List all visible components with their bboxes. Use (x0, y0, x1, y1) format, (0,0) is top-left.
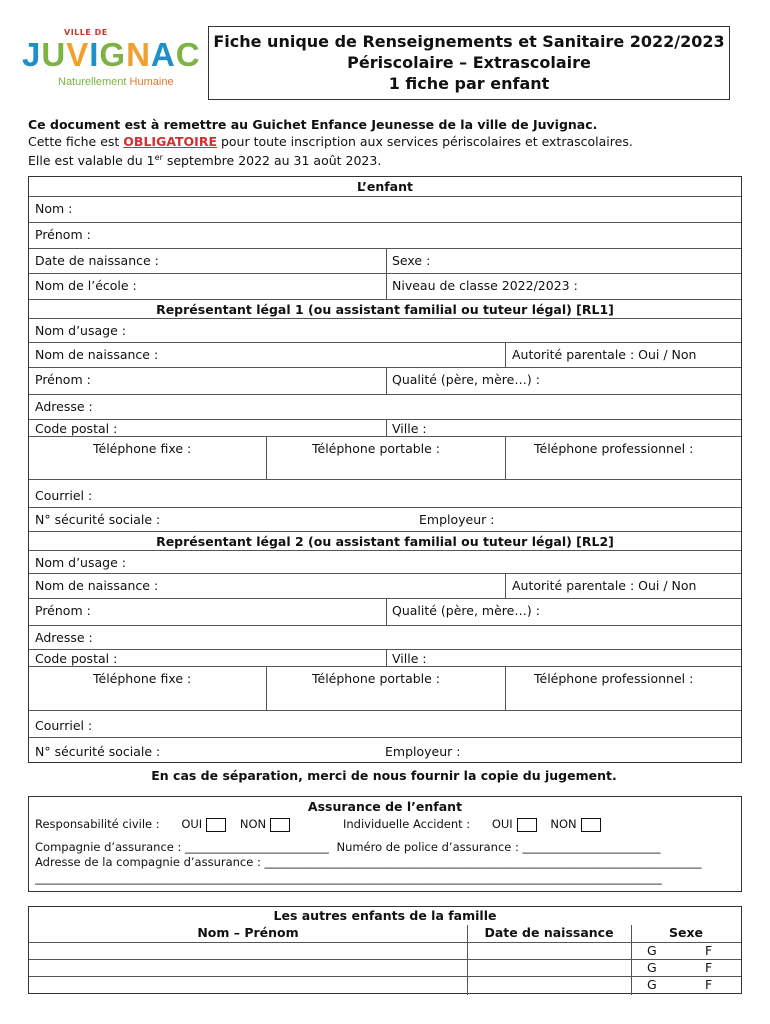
rl2-courriel-label: Courriel : (35, 718, 93, 733)
rl1-nom-naissance-label: Nom de naissance : (35, 347, 159, 362)
rl1-qualite-label: Qualité (père, mère…) : (392, 372, 540, 387)
sexe-f-option[interactable]: F (705, 977, 713, 992)
sexe-g-option[interactable]: G (647, 943, 657, 958)
compagnie-label: Compagnie d’assurance : _________________________ (35, 840, 329, 854)
intro-line-3-b: septembre 2022 au 31 août 2023. (162, 153, 382, 169)
enfant-prenom-label: Prénom : (35, 227, 91, 242)
logo-tagline-1: Naturellement (58, 76, 127, 88)
resp-oui-checkbox[interactable] (206, 818, 226, 832)
rl2-header-label: Représentant légal 2 (ou assistant familial ou tuteur légal) [RL2] (156, 534, 614, 549)
rl1-header (29, 299, 741, 319)
intro-line-3 (28, 150, 748, 170)
table-row[interactable] (29, 942, 741, 960)
enfant-nom-field[interactable] (29, 196, 741, 223)
assurance-box (28, 796, 742, 892)
title-line-2: Périscolaire – Extrascolaire (347, 53, 591, 72)
sexe-f-option[interactable]: F (705, 960, 713, 975)
rl1-telephones-row[interactable] (29, 436, 741, 480)
rl1-nom-usage-field[interactable] (29, 318, 741, 343)
divider (266, 436, 267, 479)
rl2-cp-row[interactable] (29, 649, 741, 667)
sexe-g-option[interactable]: G (647, 960, 657, 975)
enfant-prenom-field[interactable] (29, 222, 741, 249)
divider (386, 367, 387, 394)
logo-tagline (58, 76, 174, 88)
divider (266, 666, 267, 710)
rl2-nom-usage-field[interactable] (29, 550, 741, 574)
resp-non-checkbox[interactable] (270, 818, 290, 832)
famille-header: Les autres enfants de la famille (273, 908, 497, 923)
rl2-telephones-row[interactable] (29, 666, 741, 711)
rl2-code-postal-label: Code postal : (35, 651, 118, 666)
rl2-nom-usage-label: Nom d’usage : (35, 555, 126, 570)
rl1-courriel-field[interactable] (29, 479, 741, 508)
rl1-ville-label: Ville : (392, 421, 427, 436)
rl1-prenom-row[interactable] (29, 367, 741, 395)
enfant-ecole-label: Nom de l’école : (35, 278, 137, 293)
rl1-prenom-label: Prénom : (35, 372, 91, 387)
intro-line-3-a: Elle est valable du 1 (28, 153, 155, 169)
rl1-code-postal-label: Code postal : (35, 421, 118, 436)
logo-name: JUVIGNAC (22, 36, 201, 73)
col-nom-prenom: Nom – Prénom (197, 925, 299, 940)
intro-line-2-c: pour toute inscription aux services périscolaires et extrascolaires. (217, 133, 633, 149)
title-line-3: 1 fiche par enfant (388, 74, 550, 93)
indiv-oui-checkbox[interactable] (517, 818, 537, 832)
rl2-adresse-field[interactable] (29, 625, 741, 650)
rl1-header-label: Représentant légal 1 (ou assistant familial ou tuteur légal) [RL1] (156, 302, 614, 317)
rl1-employeur-label: Employeur : (419, 512, 495, 527)
rl1-tel-portable-label: Téléphone portable : (312, 441, 441, 456)
title-line-1: Fiche unique de Renseignements et Sanitaire 2022/2023 (213, 32, 725, 51)
indiv-accident-label: Individuelle Accident : (343, 817, 471, 831)
rl2-adresse-label: Adresse : (35, 630, 93, 645)
resp-civile-label: Responsabilité civile : (35, 817, 160, 831)
sexe-f-option[interactable]: F (705, 943, 713, 958)
indiv-accident-row (343, 817, 601, 832)
compagnie-row[interactable] (35, 840, 661, 854)
enfant-sexe-label: Sexe : (392, 253, 431, 268)
logo-tagline-2: Humaine (129, 76, 174, 88)
rl1-tel-pro-label: Téléphone professionnel : (534, 441, 694, 456)
rl1-nom-naissance-row[interactable] (29, 342, 741, 368)
obligatoire-label: OBLIGATOIRE (123, 133, 217, 149)
intro-line-3-sup: er (154, 153, 163, 162)
resp-non-label: NON (239, 817, 267, 831)
separation-note: En cas de séparation, merci de nous fournir la copie du jugement. (151, 768, 617, 783)
rl1-cp-row[interactable] (29, 419, 741, 437)
adresse-compagnie-field[interactable]: Adresse de la compagnie d’assurance : ____________________________________________________________________________ (35, 855, 702, 869)
autres-enfants-table (28, 906, 742, 994)
enfant-header (29, 177, 741, 196)
rl2-header (29, 531, 741, 551)
main-form (28, 176, 742, 763)
table-row[interactable] (29, 959, 741, 977)
rl2-employeur-label: Employeur : (385, 744, 461, 759)
col-sexe: Sexe (668, 925, 704, 940)
rl2-tel-portable-label: Téléphone portable : (312, 671, 441, 686)
rl1-autorite-label: Autorité parentale : Oui / Non (512, 347, 697, 362)
indiv-oui-label: OUI (491, 817, 513, 831)
intro-line-1: Ce document est à remettre au Guichet Enfance Jeunesse de la ville de Juvignac. (28, 117, 598, 132)
logo-ville-de: VILLE DE (64, 28, 108, 37)
assurance-header: Assurance de l’enfant (307, 799, 463, 814)
rl2-ville-label: Ville : (392, 651, 427, 666)
rl2-prenom-row[interactable] (29, 598, 741, 626)
indiv-non-checkbox[interactable] (581, 818, 601, 832)
enfant-date-naissance-label: Date de naissance : (35, 253, 159, 268)
form-title-box (208, 26, 730, 100)
rl2-tel-pro-label: Téléphone professionnel : (534, 671, 694, 686)
divider (386, 598, 387, 625)
rl2-nom-naissance-label: Nom de naissance : (35, 578, 159, 593)
divider (505, 342, 506, 367)
resp-oui-label: OUI (181, 817, 203, 831)
enfant-header-label: L’enfant (357, 179, 413, 194)
intro-line-2-a: Cette fiche est (28, 133, 124, 149)
table-row[interactable] (29, 976, 741, 994)
divider (505, 573, 506, 598)
intro-text (28, 117, 748, 170)
divider (505, 666, 506, 710)
rl2-courriel-field[interactable] (29, 710, 741, 738)
adresse-compagnie-line-2[interactable]: _____________________________________________________________________________________________________________ (35, 871, 662, 885)
rl2-qualite-label: Qualité (père, mère…) : (392, 603, 540, 618)
enfant-niveau-label: Niveau de classe 2022/2023 : (392, 278, 578, 293)
rl2-nom-naissance-row[interactable] (29, 573, 741, 599)
enfant-ecole-row[interactable] (29, 273, 741, 300)
police-label: Numéro de police d’assurance : ________________________ (336, 840, 661, 854)
rl1-secu-row[interactable] (29, 507, 741, 532)
resp-civile-row (35, 817, 290, 832)
rl1-adresse-field[interactable] (29, 394, 741, 420)
enfant-nom-label: Nom : (35, 201, 73, 216)
rl1-tel-fixe-label: Téléphone fixe : (93, 441, 192, 456)
enfant-naissance-row[interactable] (29, 248, 741, 274)
rl2-secu-row[interactable] (29, 737, 741, 765)
juvignac-logo (22, 26, 201, 96)
divider (505, 436, 506, 479)
divider (386, 248, 387, 299)
divider (386, 649, 387, 666)
rl1-adresse-label: Adresse : (35, 399, 93, 414)
divider (386, 419, 387, 436)
rl1-nom-usage-label: Nom d’usage : (35, 323, 126, 338)
col-date-naissance: Date de naissance (484, 925, 614, 940)
rl2-prenom-label: Prénom : (35, 603, 91, 618)
rl1-courriel-label: Courriel : (35, 488, 93, 503)
intro-line-2 (28, 134, 748, 151)
rl1-secu-label: N° sécurité sociale : (35, 512, 161, 527)
rl2-autorite-label: Autorité parentale : Oui / Non (512, 578, 697, 593)
rl2-tel-fixe-label: Téléphone fixe : (93, 671, 192, 686)
indiv-non-label: NON (550, 817, 577, 831)
sexe-g-option[interactable]: G (647, 977, 657, 992)
rl2-secu-label: N° sécurité sociale : (35, 744, 161, 759)
